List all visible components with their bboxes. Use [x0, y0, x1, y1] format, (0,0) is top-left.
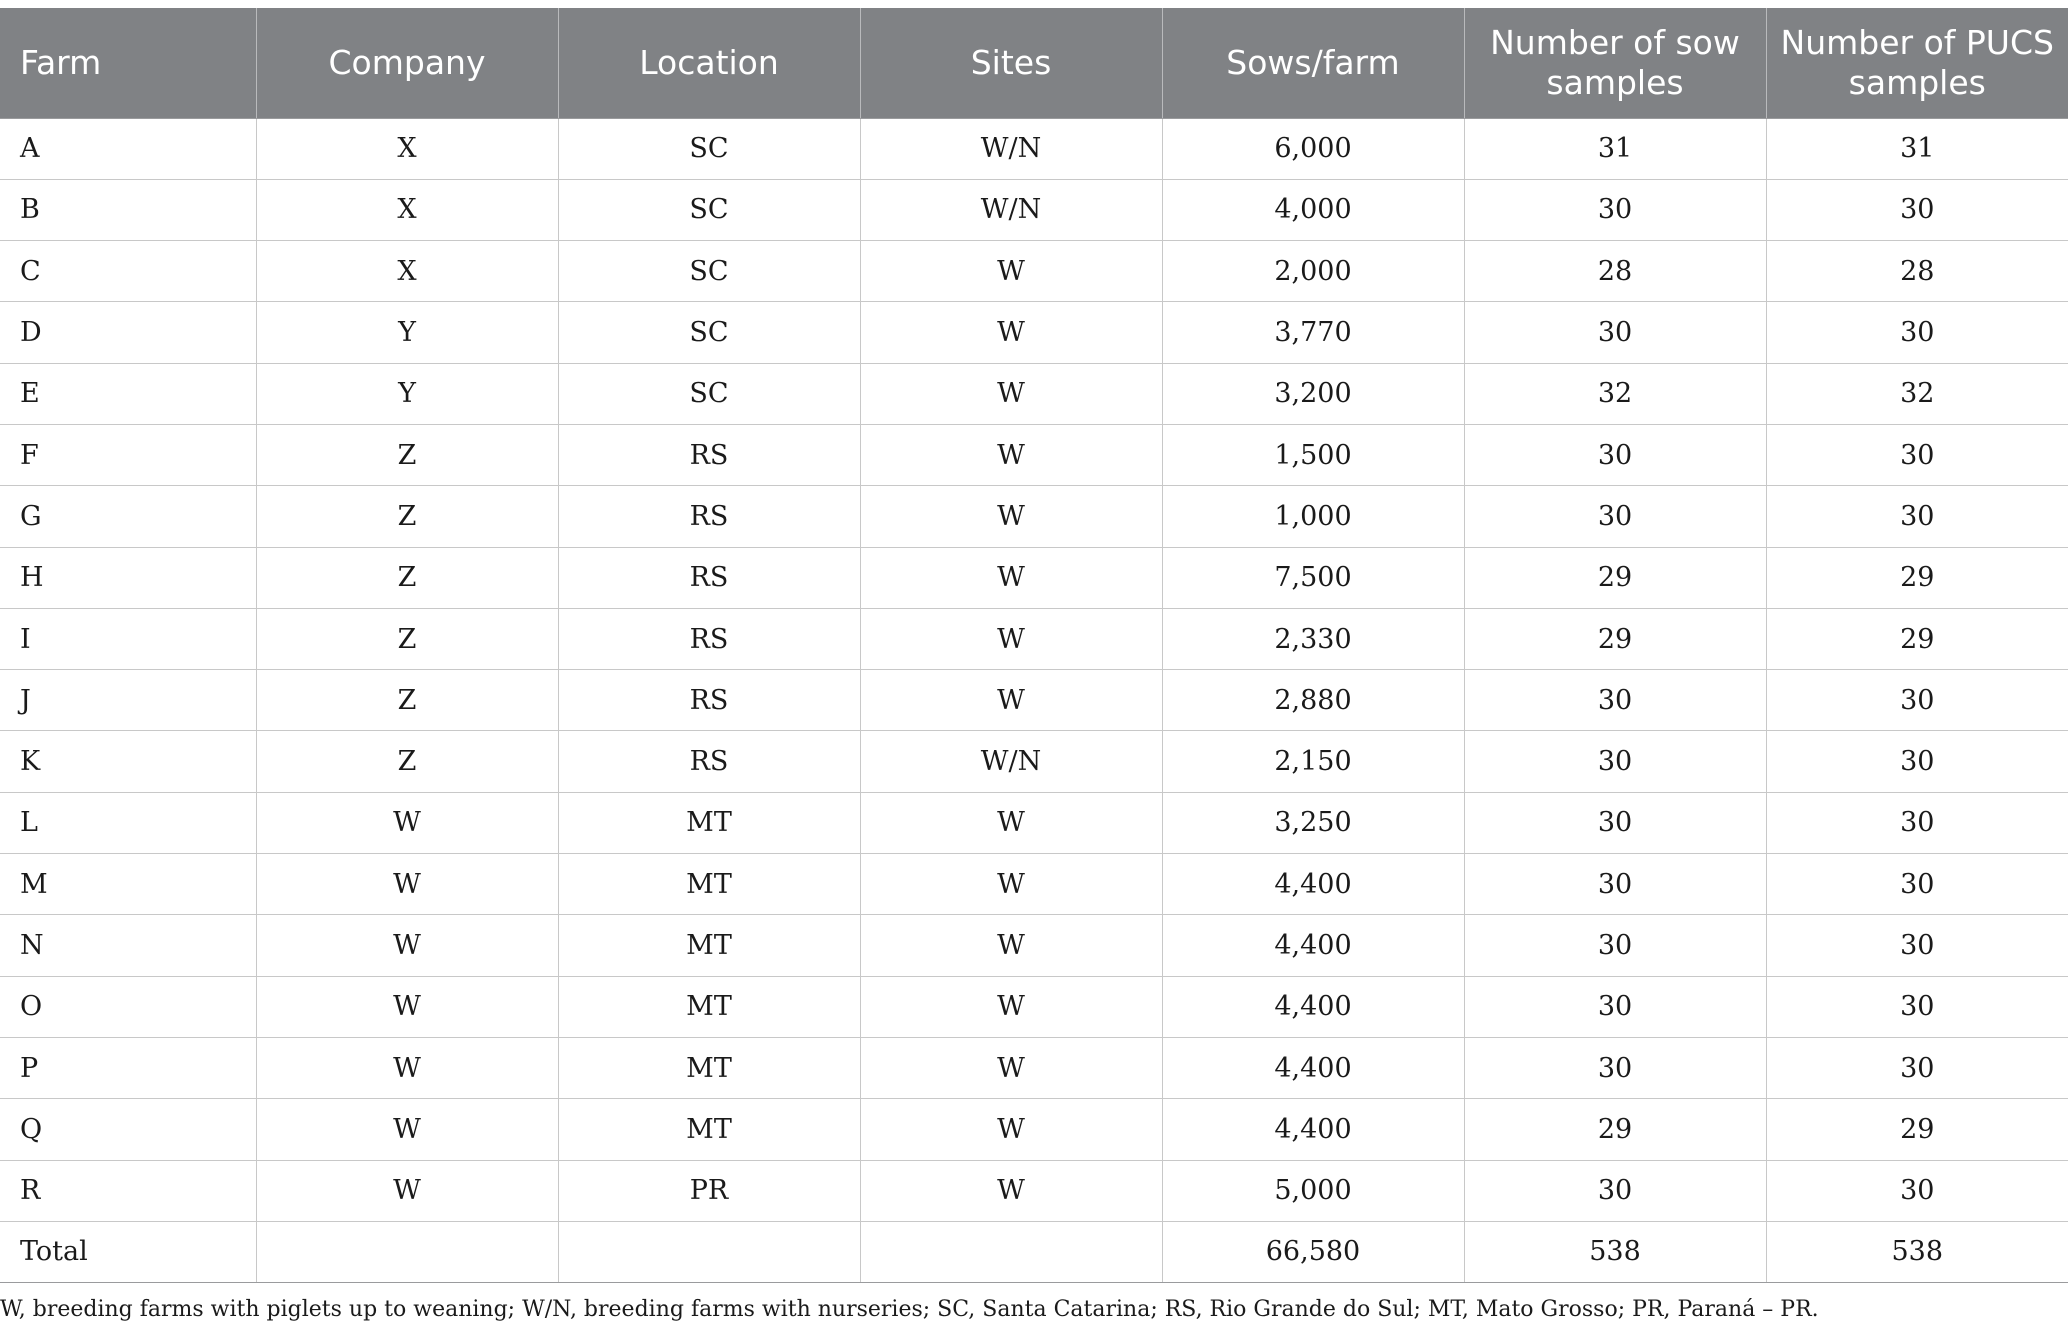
table-row	[0, 363, 2068, 424]
cell-sows-per-farm: 66,580	[1162, 1221, 1464, 1282]
cell-sow-samples: 538	[1464, 1221, 1766, 1282]
cell-farm: M	[0, 854, 256, 915]
cell-sow-samples: 32	[1464, 363, 1766, 424]
cell-sow-samples: 30	[1464, 731, 1766, 792]
table-footnote: W, breeding farms with piglets up to weaning; W/N, breeding farms with nurseries; SC, Santa Catarina; RS, Rio Grande do Sul; MT, Mato Grosso; PR, Paraná – PR.	[0, 1297, 1819, 1323]
cell-location: SC	[558, 118, 860, 179]
table-row	[0, 486, 2068, 547]
cell-sows-per-farm: 1,000	[1162, 486, 1464, 547]
cell-sows-per-farm: 4,000	[1162, 179, 1464, 240]
cell-location: RS	[558, 424, 860, 485]
cell-sow-samples: 30	[1464, 792, 1766, 853]
table-row	[0, 731, 2068, 792]
table-row	[0, 1099, 2068, 1160]
cell-company: X	[256, 118, 558, 179]
cell-farm: P	[0, 1037, 256, 1098]
cell-sow-samples: 30	[1464, 486, 1766, 547]
cell-pucs-samples: 30	[1766, 1160, 2068, 1221]
cell-location: SC	[558, 302, 860, 363]
cell-sows-per-farm: 4,400	[1162, 854, 1464, 915]
cell-company: X	[256, 179, 558, 240]
cell-location: RS	[558, 547, 860, 608]
cell-farm: B	[0, 179, 256, 240]
cell-location: MT	[558, 1099, 860, 1160]
cell-farm: K	[0, 731, 256, 792]
cell-farm: D	[0, 302, 256, 363]
cell-pucs-samples: 30	[1766, 486, 2068, 547]
header-sites: Sites	[860, 8, 1162, 118]
cell-company: Y	[256, 302, 558, 363]
cell-farm: C	[0, 241, 256, 302]
cell-sows-per-farm: 4,400	[1162, 976, 1464, 1037]
cell-sows-per-farm: 3,250	[1162, 792, 1464, 853]
cell-farm: J	[0, 670, 256, 731]
table-row	[0, 670, 2068, 731]
table-row	[0, 854, 2068, 915]
cell-sows-per-farm: 6,000	[1162, 118, 1464, 179]
cell-sites: W	[860, 792, 1162, 853]
table-body	[0, 118, 2068, 1283]
cell-sites: W	[860, 608, 1162, 669]
cell-sites: W	[860, 486, 1162, 547]
cell-company: Z	[256, 608, 558, 669]
cell-farm: Q	[0, 1099, 256, 1160]
cell-company: W	[256, 1160, 558, 1221]
table-row	[0, 547, 2068, 608]
cell-company: W	[256, 854, 558, 915]
cell-location: MT	[558, 915, 860, 976]
cell-company	[256, 1221, 558, 1282]
cell-sites: W	[860, 241, 1162, 302]
cell-sow-samples: 30	[1464, 424, 1766, 485]
table-header	[0, 8, 2068, 118]
cell-company: Z	[256, 731, 558, 792]
header-company: Company	[256, 8, 558, 118]
header-sows-per-farm: Sows/farm	[1162, 8, 1464, 118]
cell-sites: W	[860, 915, 1162, 976]
table-container	[0, 8, 2068, 1322]
cell-location: MT	[558, 1037, 860, 1098]
header-farm: Farm	[0, 8, 256, 118]
cell-sites: W	[860, 363, 1162, 424]
cell-pucs-samples: 28	[1766, 241, 2068, 302]
cell-pucs-samples: 29	[1766, 547, 2068, 608]
cell-company: W	[256, 1099, 558, 1160]
cell-location: MT	[558, 792, 860, 853]
cell-sites: W	[860, 547, 1162, 608]
cell-sites: W/N	[860, 731, 1162, 792]
table-row	[0, 1037, 2068, 1098]
cell-sows-per-farm: 2,000	[1162, 241, 1464, 302]
cell-pucs-samples: 29	[1766, 1099, 2068, 1160]
cell-sites: W	[860, 854, 1162, 915]
cell-farm: G	[0, 486, 256, 547]
table-row	[0, 179, 2068, 240]
cell-company: Z	[256, 424, 558, 485]
cell-pucs-samples: 538	[1766, 1221, 2068, 1282]
cell-pucs-samples: 30	[1766, 854, 2068, 915]
table-row	[0, 608, 2068, 669]
cell-sites: W	[860, 302, 1162, 363]
cell-location: MT	[558, 854, 860, 915]
cell-farm: N	[0, 915, 256, 976]
cell-sows-per-farm: 4,400	[1162, 1099, 1464, 1160]
cell-location: SC	[558, 363, 860, 424]
cell-farm: Total	[0, 1221, 256, 1282]
cell-pucs-samples: 29	[1766, 608, 2068, 669]
farms-table	[0, 8, 2068, 1283]
cell-sow-samples: 31	[1464, 118, 1766, 179]
table-row	[0, 118, 2068, 179]
cell-pucs-samples: 30	[1766, 179, 2068, 240]
cell-farm: H	[0, 547, 256, 608]
cell-farm: R	[0, 1160, 256, 1221]
cell-company: Z	[256, 670, 558, 731]
cell-sow-samples: 30	[1464, 1037, 1766, 1098]
cell-sow-samples: 30	[1464, 670, 1766, 731]
cell-location	[558, 1221, 860, 1282]
cell-sows-per-farm: 4,400	[1162, 1037, 1464, 1098]
cell-sites: W	[860, 976, 1162, 1037]
cell-farm: I	[0, 608, 256, 669]
cell-sow-samples: 30	[1464, 976, 1766, 1037]
cell-sites: W/N	[860, 118, 1162, 179]
cell-pucs-samples: 30	[1766, 731, 2068, 792]
cell-sites: W/N	[860, 179, 1162, 240]
table-row	[0, 302, 2068, 363]
table-row	[0, 976, 2068, 1037]
cell-sows-per-farm: 2,330	[1162, 608, 1464, 669]
cell-sow-samples: 30	[1464, 179, 1766, 240]
cell-location: RS	[558, 731, 860, 792]
cell-sows-per-farm: 3,770	[1162, 302, 1464, 363]
cell-sow-samples: 29	[1464, 547, 1766, 608]
header-pucs-samples: Number of PUCS samples	[1766, 8, 2068, 118]
header-sow-samples: Number of sow samples	[1464, 8, 1766, 118]
cell-pucs-samples: 30	[1766, 424, 2068, 485]
cell-sow-samples: 30	[1464, 915, 1766, 976]
cell-farm: O	[0, 976, 256, 1037]
table-row	[0, 915, 2068, 976]
table-row	[0, 792, 2068, 853]
cell-pucs-samples: 32	[1766, 363, 2068, 424]
cell-company: Z	[256, 486, 558, 547]
table-row	[0, 1160, 2068, 1221]
cell-location: PR	[558, 1160, 860, 1221]
cell-pucs-samples: 30	[1766, 915, 2068, 976]
cell-pucs-samples: 31	[1766, 118, 2068, 179]
header-location: Location	[558, 8, 860, 118]
cell-sows-per-farm: 3,200	[1162, 363, 1464, 424]
cell-sows-per-farm: 2,880	[1162, 670, 1464, 731]
cell-sites	[860, 1221, 1162, 1282]
cell-sow-samples: 30	[1464, 854, 1766, 915]
table-row	[0, 424, 2068, 485]
cell-farm: E	[0, 363, 256, 424]
cell-location: RS	[558, 608, 860, 669]
cell-sow-samples: 30	[1464, 1160, 1766, 1221]
cell-sites: W	[860, 670, 1162, 731]
cell-sites: W	[860, 1037, 1162, 1098]
cell-sow-samples: 28	[1464, 241, 1766, 302]
header-row	[0, 8, 2068, 118]
cell-sites: W	[860, 424, 1162, 485]
cell-sows-per-farm: 2,150	[1162, 731, 1464, 792]
cell-pucs-samples: 30	[1766, 976, 2068, 1037]
table-row	[0, 241, 2068, 302]
cell-farm: L	[0, 792, 256, 853]
cell-company: Z	[256, 547, 558, 608]
cell-sows-per-farm: 5,000	[1162, 1160, 1464, 1221]
cell-pucs-samples: 30	[1766, 792, 2068, 853]
cell-sows-per-farm: 4,400	[1162, 915, 1464, 976]
cell-pucs-samples: 30	[1766, 1037, 2068, 1098]
cell-sow-samples: 29	[1464, 608, 1766, 669]
cell-company: X	[256, 241, 558, 302]
cell-farm: F	[0, 424, 256, 485]
cell-company: Y	[256, 363, 558, 424]
cell-sow-samples: 29	[1464, 1099, 1766, 1160]
cell-location: MT	[558, 976, 860, 1037]
cell-company: W	[256, 792, 558, 853]
cell-sites: W	[860, 1099, 1162, 1160]
cell-pucs-samples: 30	[1766, 670, 2068, 731]
cell-sows-per-farm: 1,500	[1162, 424, 1464, 485]
cell-location: SC	[558, 179, 860, 240]
cell-company: W	[256, 1037, 558, 1098]
cell-sow-samples: 30	[1464, 302, 1766, 363]
cell-location: RS	[558, 486, 860, 547]
cell-company: W	[256, 976, 558, 1037]
cell-pucs-samples: 30	[1766, 302, 2068, 363]
cell-location: RS	[558, 670, 860, 731]
cell-company: W	[256, 915, 558, 976]
cell-location: SC	[558, 241, 860, 302]
cell-farm: A	[0, 118, 256, 179]
cell-sites: W	[860, 1160, 1162, 1221]
cell-sows-per-farm: 7,500	[1162, 547, 1464, 608]
total-row	[0, 1221, 2068, 1282]
